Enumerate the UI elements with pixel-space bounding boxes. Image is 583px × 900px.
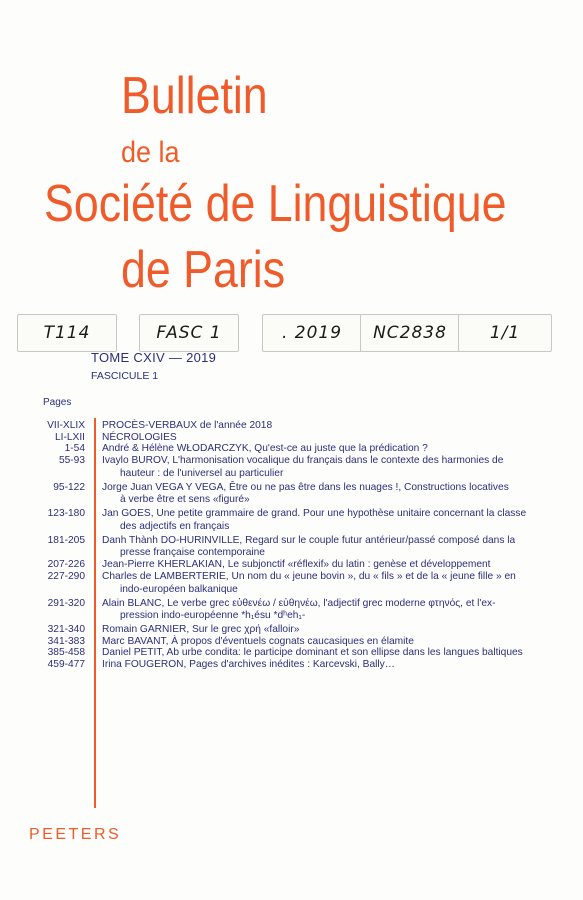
toc-page-range: 55-93 bbox=[58, 455, 85, 466]
toc-entry-continuation: hauteur : de l'universel au particulier bbox=[120, 467, 284, 479]
publisher-name: PEETERS bbox=[29, 826, 122, 843]
library-sticker-year: . 2019 bbox=[262, 314, 362, 352]
toc-page-range: 385-458 bbox=[47, 647, 85, 658]
fascicule-label: FASCICULE 1 bbox=[91, 370, 159, 382]
pages-heading: Pages bbox=[43, 397, 72, 408]
toc-page-range: 123-180 bbox=[47, 508, 85, 519]
library-sticker-fasc: FASC 1 bbox=[139, 314, 239, 352]
toc-page-range: 291-320 bbox=[47, 597, 85, 609]
library-sticker-count: 1/1 bbox=[458, 314, 552, 352]
toc-entry-text bbox=[102, 559, 532, 572]
toc-entry-line: Charles de LAMBERTERIE, Un nom du « jeune bovin », du « fils » et de la « jeune fille » en bbox=[102, 571, 516, 582]
toc-entry-text bbox=[102, 535, 532, 560]
toc-entry-continuation: pression indo-européenne *h₁ésu *dʰeh₁- bbox=[120, 610, 306, 622]
title-line-de-la: de la bbox=[121, 136, 180, 169]
toc-page-range: 227-290 bbox=[47, 571, 85, 582]
library-sticker-code: NC2838 bbox=[360, 314, 460, 352]
toc-page-range: 321-340 bbox=[47, 623, 85, 635]
toc-entry-line: PROCÈS-VERBAUX de l'année 2018 bbox=[102, 420, 273, 431]
toc-entry-text bbox=[102, 482, 532, 507]
toc-entry-line: NÉCROLOGIES bbox=[102, 431, 177, 443]
toc-entry-line: Danh Thành DO-HURINVILLE, Regard sur le couple futur antérieur/passé composé dans la bbox=[102, 534, 516, 546]
toc-entry-text bbox=[102, 571, 532, 596]
toc-divider-rule bbox=[94, 418, 96, 808]
toc-page-range: 459-477 bbox=[47, 658, 85, 670]
toc-entry-text bbox=[102, 624, 532, 637]
toc-entry-line: Daniel PETIT, Ab urbe condita: le participe dominant et son ellipse dans les langues baltiques bbox=[102, 647, 523, 658]
toc-entry-line: Alain BLANC, Le verbe grec εὐθενέω / εὐθηνέω, l'adjectif grec moderne φτηνός, et l'ex- bbox=[102, 597, 496, 609]
toc-entry-line: Marc BAVANT, À propos d'éventuels cognats caucasiques en élamite bbox=[102, 635, 414, 647]
toc-entry-line: Jorge Juan VEGA Y VEGA, Être ou ne pas être dans les nuages !, Constructions locatives bbox=[102, 481, 509, 493]
toc-entry-line: Jan GOES, Une petite grammaire de grand. Pour une hypothèse unitaire concernant la classe bbox=[102, 508, 527, 519]
toc-page-range: 95-122 bbox=[53, 481, 85, 493]
toc-entry-text bbox=[102, 508, 532, 533]
library-sticker-tome: T114 bbox=[17, 314, 117, 352]
toc-entry-line: Romain GARNIER, Sur le grec χρή «falloir» bbox=[102, 623, 300, 635]
toc-entry-continuation: presse française contemporaine bbox=[120, 547, 265, 559]
toc-entry-continuation: indo-européen balkanique bbox=[120, 583, 238, 595]
toc-entry-line: André & Hélène WŁODARCZYK, Qu'est-ce au juste que la prédication ? bbox=[102, 443, 428, 454]
title-line-societe: Société de Linguistique bbox=[44, 175, 507, 233]
tome-label: TOME CXIV — 2019 bbox=[91, 350, 217, 365]
toc-entry-text bbox=[102, 659, 532, 672]
toc-page-range: 1-54 bbox=[64, 443, 85, 454]
toc-page-range: 341-383 bbox=[47, 635, 85, 647]
toc-page-range: LI-LXII bbox=[54, 431, 85, 443]
toc-entry-line: Jean-Pierre KHERLAKIAN, Le subjonctif «réflexif» du latin : genèse et développement bbox=[102, 559, 491, 570]
toc-entry-line: Ivaylo BUROV, L'harmonisation vocalique du français dans le contexte des harmonies de bbox=[102, 455, 504, 466]
toc-entry-continuation: des adjectifs en français bbox=[120, 520, 230, 532]
title-line-bulletin: Bulletin bbox=[121, 67, 268, 125]
toc-entry-text bbox=[102, 455, 532, 480]
toc-entry-text bbox=[102, 443, 532, 456]
toc-entry-continuation: à verbe être et sens «figuré» bbox=[120, 494, 250, 506]
toc-entry-line: Irina FOUGERON, Pages d'archives inédites : Karcevski, Bally… bbox=[102, 658, 395, 670]
toc-page-range: 207-226 bbox=[47, 559, 85, 570]
toc-entry-text bbox=[102, 598, 532, 623]
title-line-de-paris: de Paris bbox=[121, 241, 286, 299]
toc-page-range: VII-XLIX bbox=[47, 420, 85, 431]
toc-page-range: 181-205 bbox=[47, 534, 85, 546]
